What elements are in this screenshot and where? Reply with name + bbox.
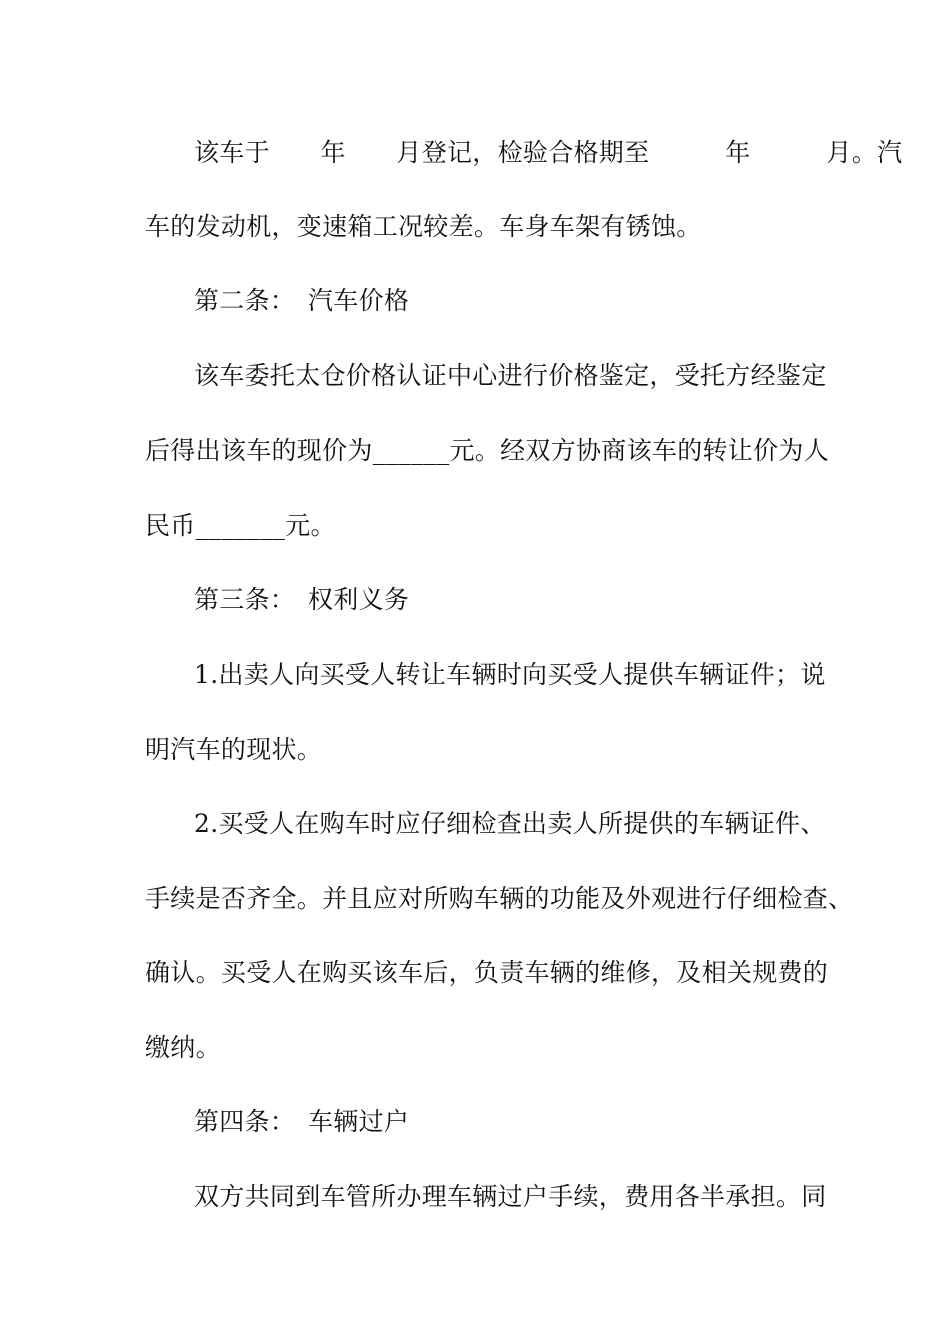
paragraph-line: 该车于 年 月登记，检验合格期至 年 月。汽 <box>194 138 903 167</box>
list-item-line: 手续是否齐全。并且应对所购车辆的功能及外观进行仔细检查、 <box>145 884 854 913</box>
list-item-line: 确认。买受人在购买该车后，负责车辆的维修，及相关规费的 <box>145 958 829 987</box>
section-heading: 第二条： 汽车价格 <box>194 286 410 315</box>
list-item-line: 1.出卖人向买受人转让车辆时向买受人提供车辆证件；说 <box>194 660 826 689</box>
section-heading: 第四条： 车辆过户 <box>194 1107 410 1136</box>
list-item-line: 缴纳。 <box>145 1033 221 1062</box>
section-heading: 第三条： 权利义务 <box>194 585 410 614</box>
paragraph-line: 民币_______元。 <box>145 511 336 540</box>
paragraph-line: 该车委托太仓价格认证中心进行价格鉴定，受托方经鉴定 <box>194 361 827 390</box>
list-item-line: 明汽车的现状。 <box>145 735 323 764</box>
paragraph-line: 后得出该车的现价为______元。经双方协商该车的转让价为人 <box>145 436 830 465</box>
paragraph-line: 车的发动机，变速箱工况较差。车身车架有锈蚀。 <box>145 212 702 241</box>
paragraph-line: 双方共同到车管所办理车辆过户手续，费用各半承担。同 <box>194 1182 827 1211</box>
list-item-line: 2.买受人在购车时应仔细检查出卖人所提供的车辆证件、 <box>194 809 826 838</box>
